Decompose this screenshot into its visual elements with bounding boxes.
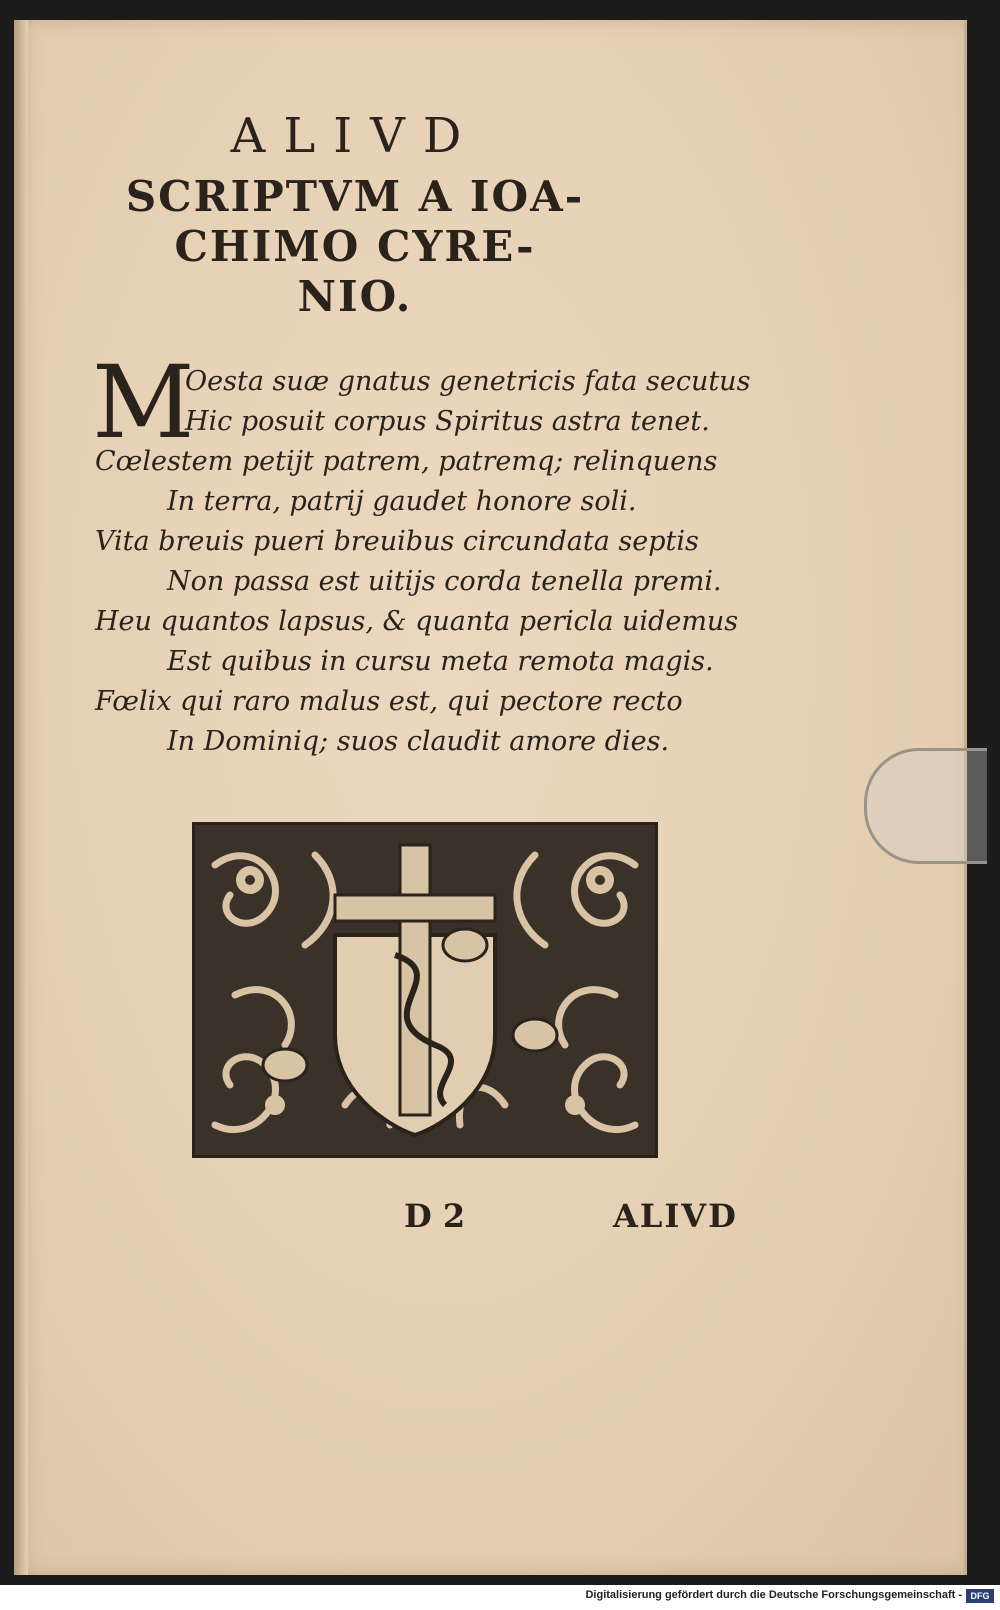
drop-cap: M xyxy=(92,344,195,461)
heading-line-1: ALIVD xyxy=(230,108,480,164)
poem-line: Fœlix qui raro malus est, qui pectore recto xyxy=(95,686,683,717)
poem-line: In terra, patrij gaudet honore soli. xyxy=(167,486,637,517)
heading-line-2: SCRIPTVM A IOA- xyxy=(125,172,585,221)
poem-line: Est quibus in cursu meta remota magis. xyxy=(167,646,714,677)
heading-line-3: CHIMO CYRE- xyxy=(174,222,536,271)
footer-bar xyxy=(0,1585,1000,1610)
poem-line: Heu quantos lapsus, & quanta pericla uidemus xyxy=(95,606,739,637)
poem-line: Hic posuit corpus Spiritus astra tenet. xyxy=(185,406,710,437)
poem-line: Oesta suæ gnatus genetricis fata secutus xyxy=(185,366,751,397)
catchword: ALIVD xyxy=(613,1197,738,1235)
woodcut-ornament-icon xyxy=(192,822,658,1158)
dfg-logo-icon: DFG xyxy=(966,1589,994,1603)
poem-line: In Dominiq; suos claudit amore dies. xyxy=(167,726,670,757)
heading-line-4: NIO. xyxy=(297,272,413,321)
page-clip-icon xyxy=(864,748,987,864)
signature-mark: D 2 xyxy=(404,1197,466,1235)
poem-line: Cœlestem petijt patrem, patremq; relinquens xyxy=(95,446,718,477)
footer-credit: Digitalisierung gefördert durch die Deutsche Forschungsgemeinschaft - xyxy=(585,1589,962,1601)
poem-body xyxy=(95,362,751,762)
poem-line: Non passa est uitijs corda tenella premi. xyxy=(167,566,722,597)
poem-line: Vita breuis pueri breuibus circundata septis xyxy=(95,526,699,557)
